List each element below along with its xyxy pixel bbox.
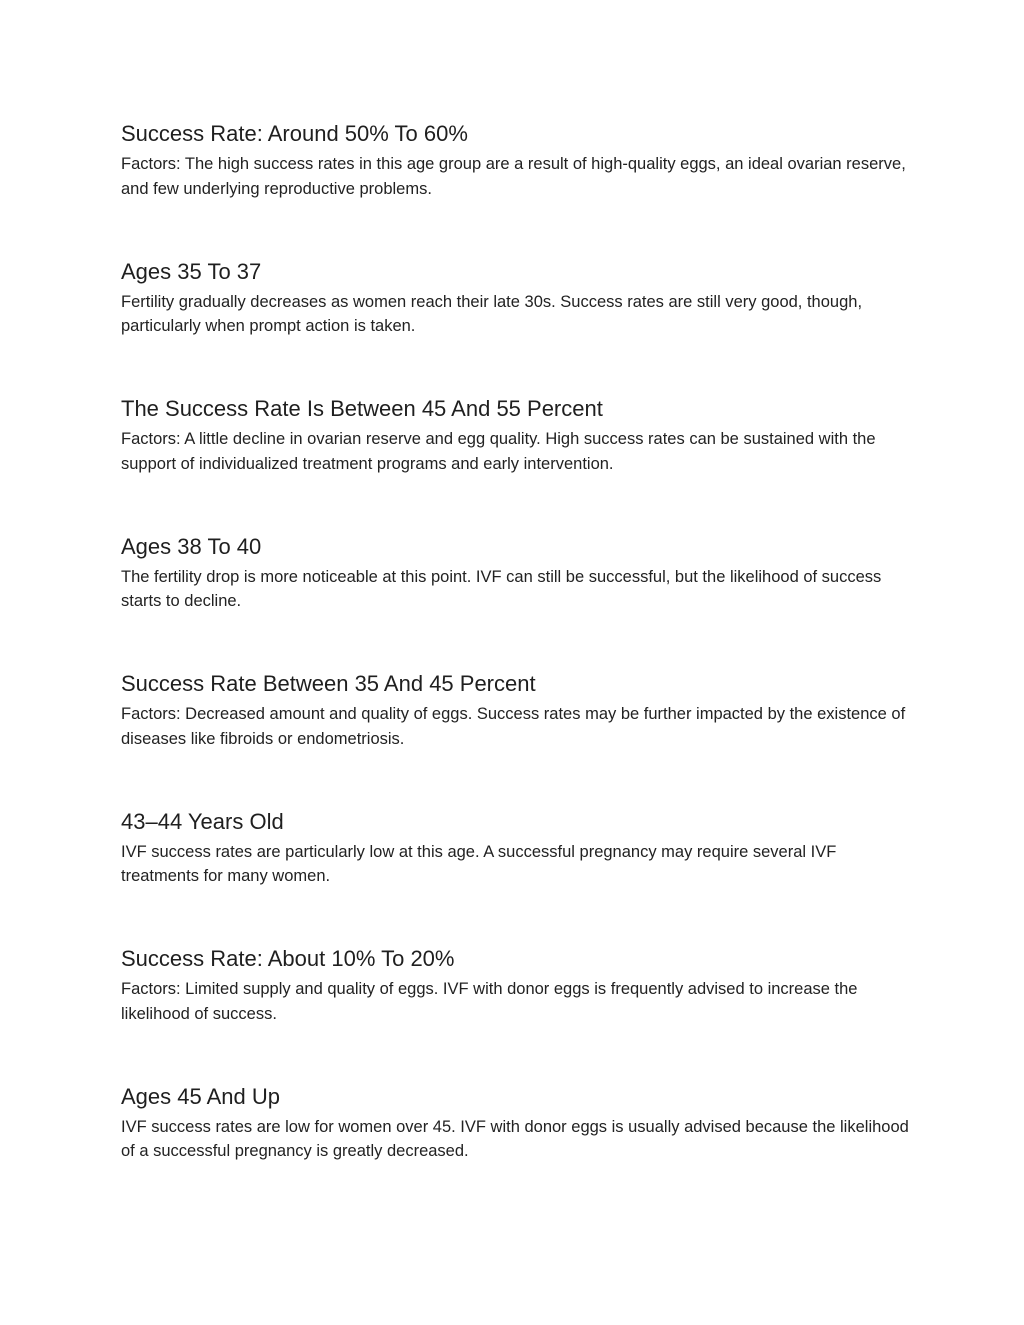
section-heading: Ages 38 To 40 bbox=[121, 533, 262, 559]
section-ages-45-up bbox=[121, 1081, 911, 1219]
section-success-rate-35-45 bbox=[121, 668, 911, 806]
section-heading: Success Rate Between 35 And 45 Percent bbox=[121, 671, 536, 696]
section-ages-38-40 bbox=[121, 531, 911, 669]
section-body: IVF success rates are low for women over 45. IVF with donor eggs is usually advised because the likelihood of a successful pregnancy is greatly decreased. bbox=[121, 1117, 909, 1160]
section-body: Factors: A little decline in ovarian reserve and egg quality. High success rates can be sustained with the support of individualized treatment programs and early intervention. bbox=[121, 430, 876, 473]
section-heading: Ages 45 And Up bbox=[121, 1083, 281, 1109]
section-heading: Ages 35 To 37 bbox=[121, 258, 262, 284]
section-ages-35-37 bbox=[121, 256, 911, 394]
document-page bbox=[121, 118, 911, 1218]
section-body: Fertility gradually decreases as women reach their late 30s. Success rates are still very good, though, particularly when prompt action is taken. bbox=[121, 292, 863, 335]
section-success-rate-10-20 bbox=[121, 943, 911, 1081]
section-body: Factors: Decreased amount and quality of eggs. Success rates may be further impacted by the existence of diseases like fibroids or endometriosis. bbox=[121, 705, 906, 748]
section-heading: Success Rate: Around 50% To 60% bbox=[121, 121, 468, 146]
section-ages-43-44 bbox=[121, 806, 911, 944]
section-success-rate-45-55 bbox=[121, 393, 911, 531]
section-body: The fertility drop is more noticeable at this point. IVF can still be successful, but the likelihood of success starts to decline. bbox=[121, 567, 882, 610]
section-body: Factors: Limited supply and quality of eggs. IVF with donor eggs is frequently advised to increase the likelihood of success. bbox=[121, 980, 858, 1023]
section-heading: 43–44 Years Old bbox=[121, 808, 284, 834]
section-body: IVF success rates are particularly low at this age. A successful pregnancy may require several IVF treatments for many women. bbox=[121, 842, 837, 885]
section-heading: The Success Rate Is Between 45 And 55 Percent bbox=[121, 396, 603, 421]
section-body: Factors: The high success rates in this age group are a result of high-quality eggs, an ideal ovarian reserve, and few underlying reproductive problems. bbox=[121, 155, 906, 198]
section-heading: Success Rate: About 10% To 20% bbox=[121, 946, 455, 971]
section-success-rate-50-60 bbox=[121, 118, 911, 256]
